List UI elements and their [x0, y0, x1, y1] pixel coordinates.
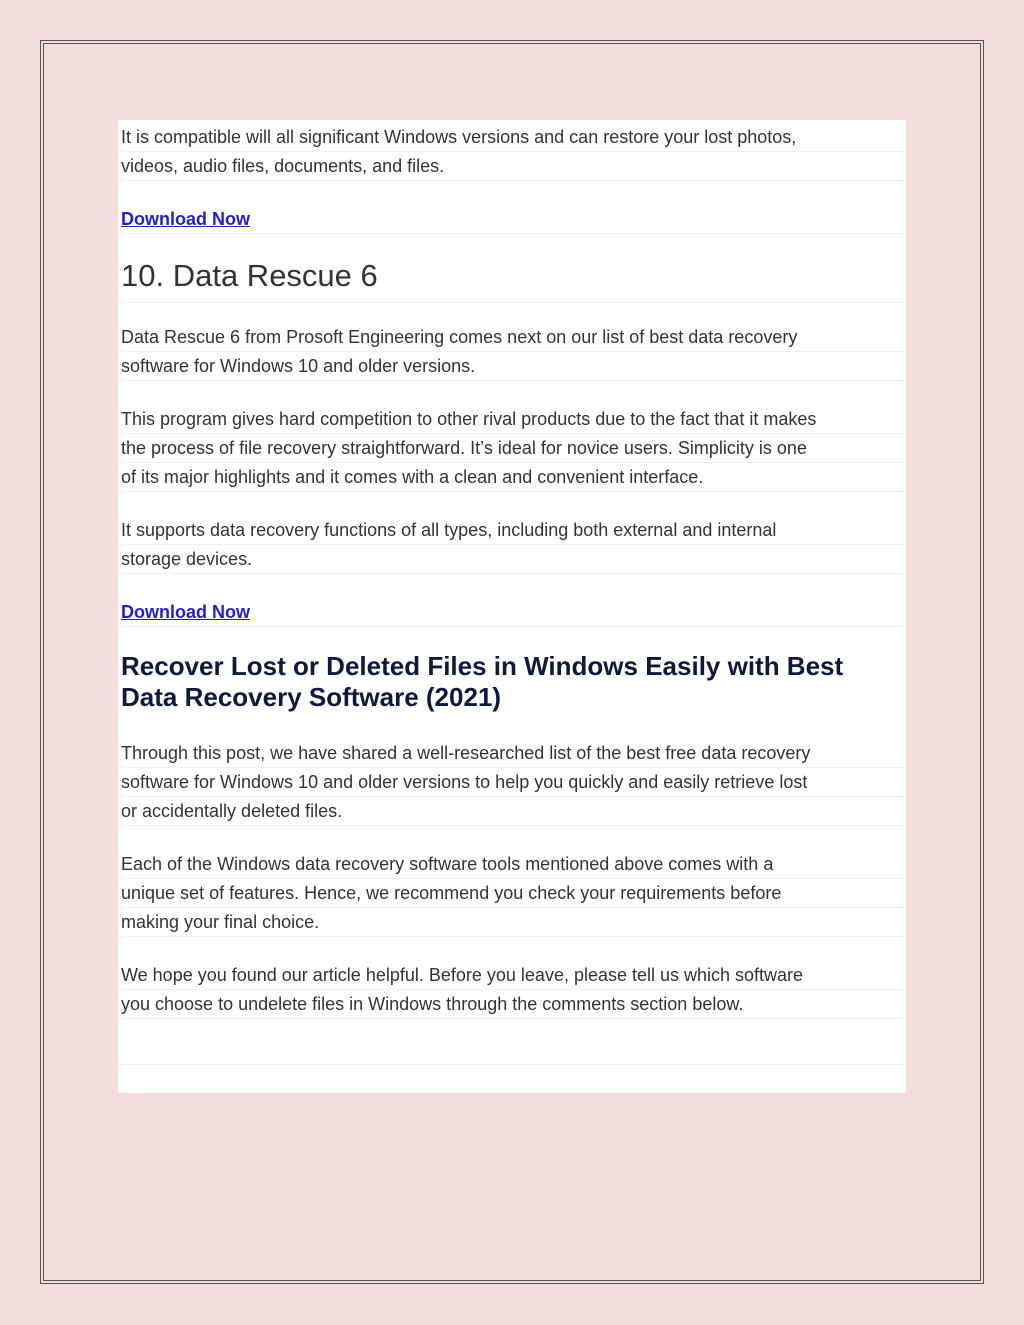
text-line: It supports data recovery functions of all types, including both external and internal: [121, 516, 906, 545]
paragraph-we-hope: [121, 961, 906, 1019]
text-line: We hope you found our article helpful. Before you leave, please tell us which software: [121, 961, 906, 990]
text-line: storage devices.: [121, 545, 906, 574]
text-line: you choose to undelete files in Windows through the comments section below.: [121, 990, 906, 1019]
text-line: or accidentally deleted files.: [121, 797, 906, 826]
text-line: videos, audio files, documents, and files.: [121, 152, 906, 181]
text-line: making your final choice.: [121, 908, 906, 937]
heading-line: Recover Lost or Deleted Files in Windows Easily with Best: [121, 651, 844, 681]
bottom-divider: [118, 1064, 906, 1065]
section-heading-data-rescue: 10. Data Rescue 6: [121, 258, 906, 303]
text-line: It is compatible will all significant Windows versions and can restore your lost photos,: [121, 123, 906, 152]
intro-paragraph: [121, 123, 906, 181]
paragraph-through-this-post: [121, 739, 906, 826]
text-line: software for Windows 10 and older versions to help you quickly and easily retrieve lost: [121, 768, 906, 797]
download-now-link-2[interactable]: Download Now: [121, 598, 906, 627]
article-content: [118, 120, 906, 1093]
text-line: unique set of features. Hence, we recommend you check your requirements before: [121, 879, 906, 908]
text-line: software for Windows 10 and older versions.: [121, 352, 906, 381]
text-line: of its major highlights and it comes with a clean and convenient interface.: [121, 463, 906, 492]
conclusion-heading: [121, 651, 906, 713]
paragraph-data-rescue-intro: [121, 323, 906, 381]
text-line: Data Rescue 6 from Prosoft Engineering comes next on our list of best data recovery: [121, 323, 906, 352]
download-now-link-1[interactable]: Download Now: [121, 205, 906, 234]
text-line: This program gives hard competition to other rival products due to the fact that it makes: [121, 405, 906, 434]
text-line: the process of file recovery straightforward. It’s ideal for novice users. Simplicity is one: [121, 434, 906, 463]
text-line: Each of the Windows data recovery software tools mentioned above comes with a: [121, 850, 906, 879]
paragraph-competition: [121, 405, 906, 492]
heading-line: Data Recovery Software (2021): [121, 682, 502, 712]
paragraph-supports: [121, 516, 906, 574]
text-line: Through this post, we have shared a well-researched list of the best free data recovery: [121, 739, 906, 768]
paragraph-each-tool: [121, 850, 906, 937]
